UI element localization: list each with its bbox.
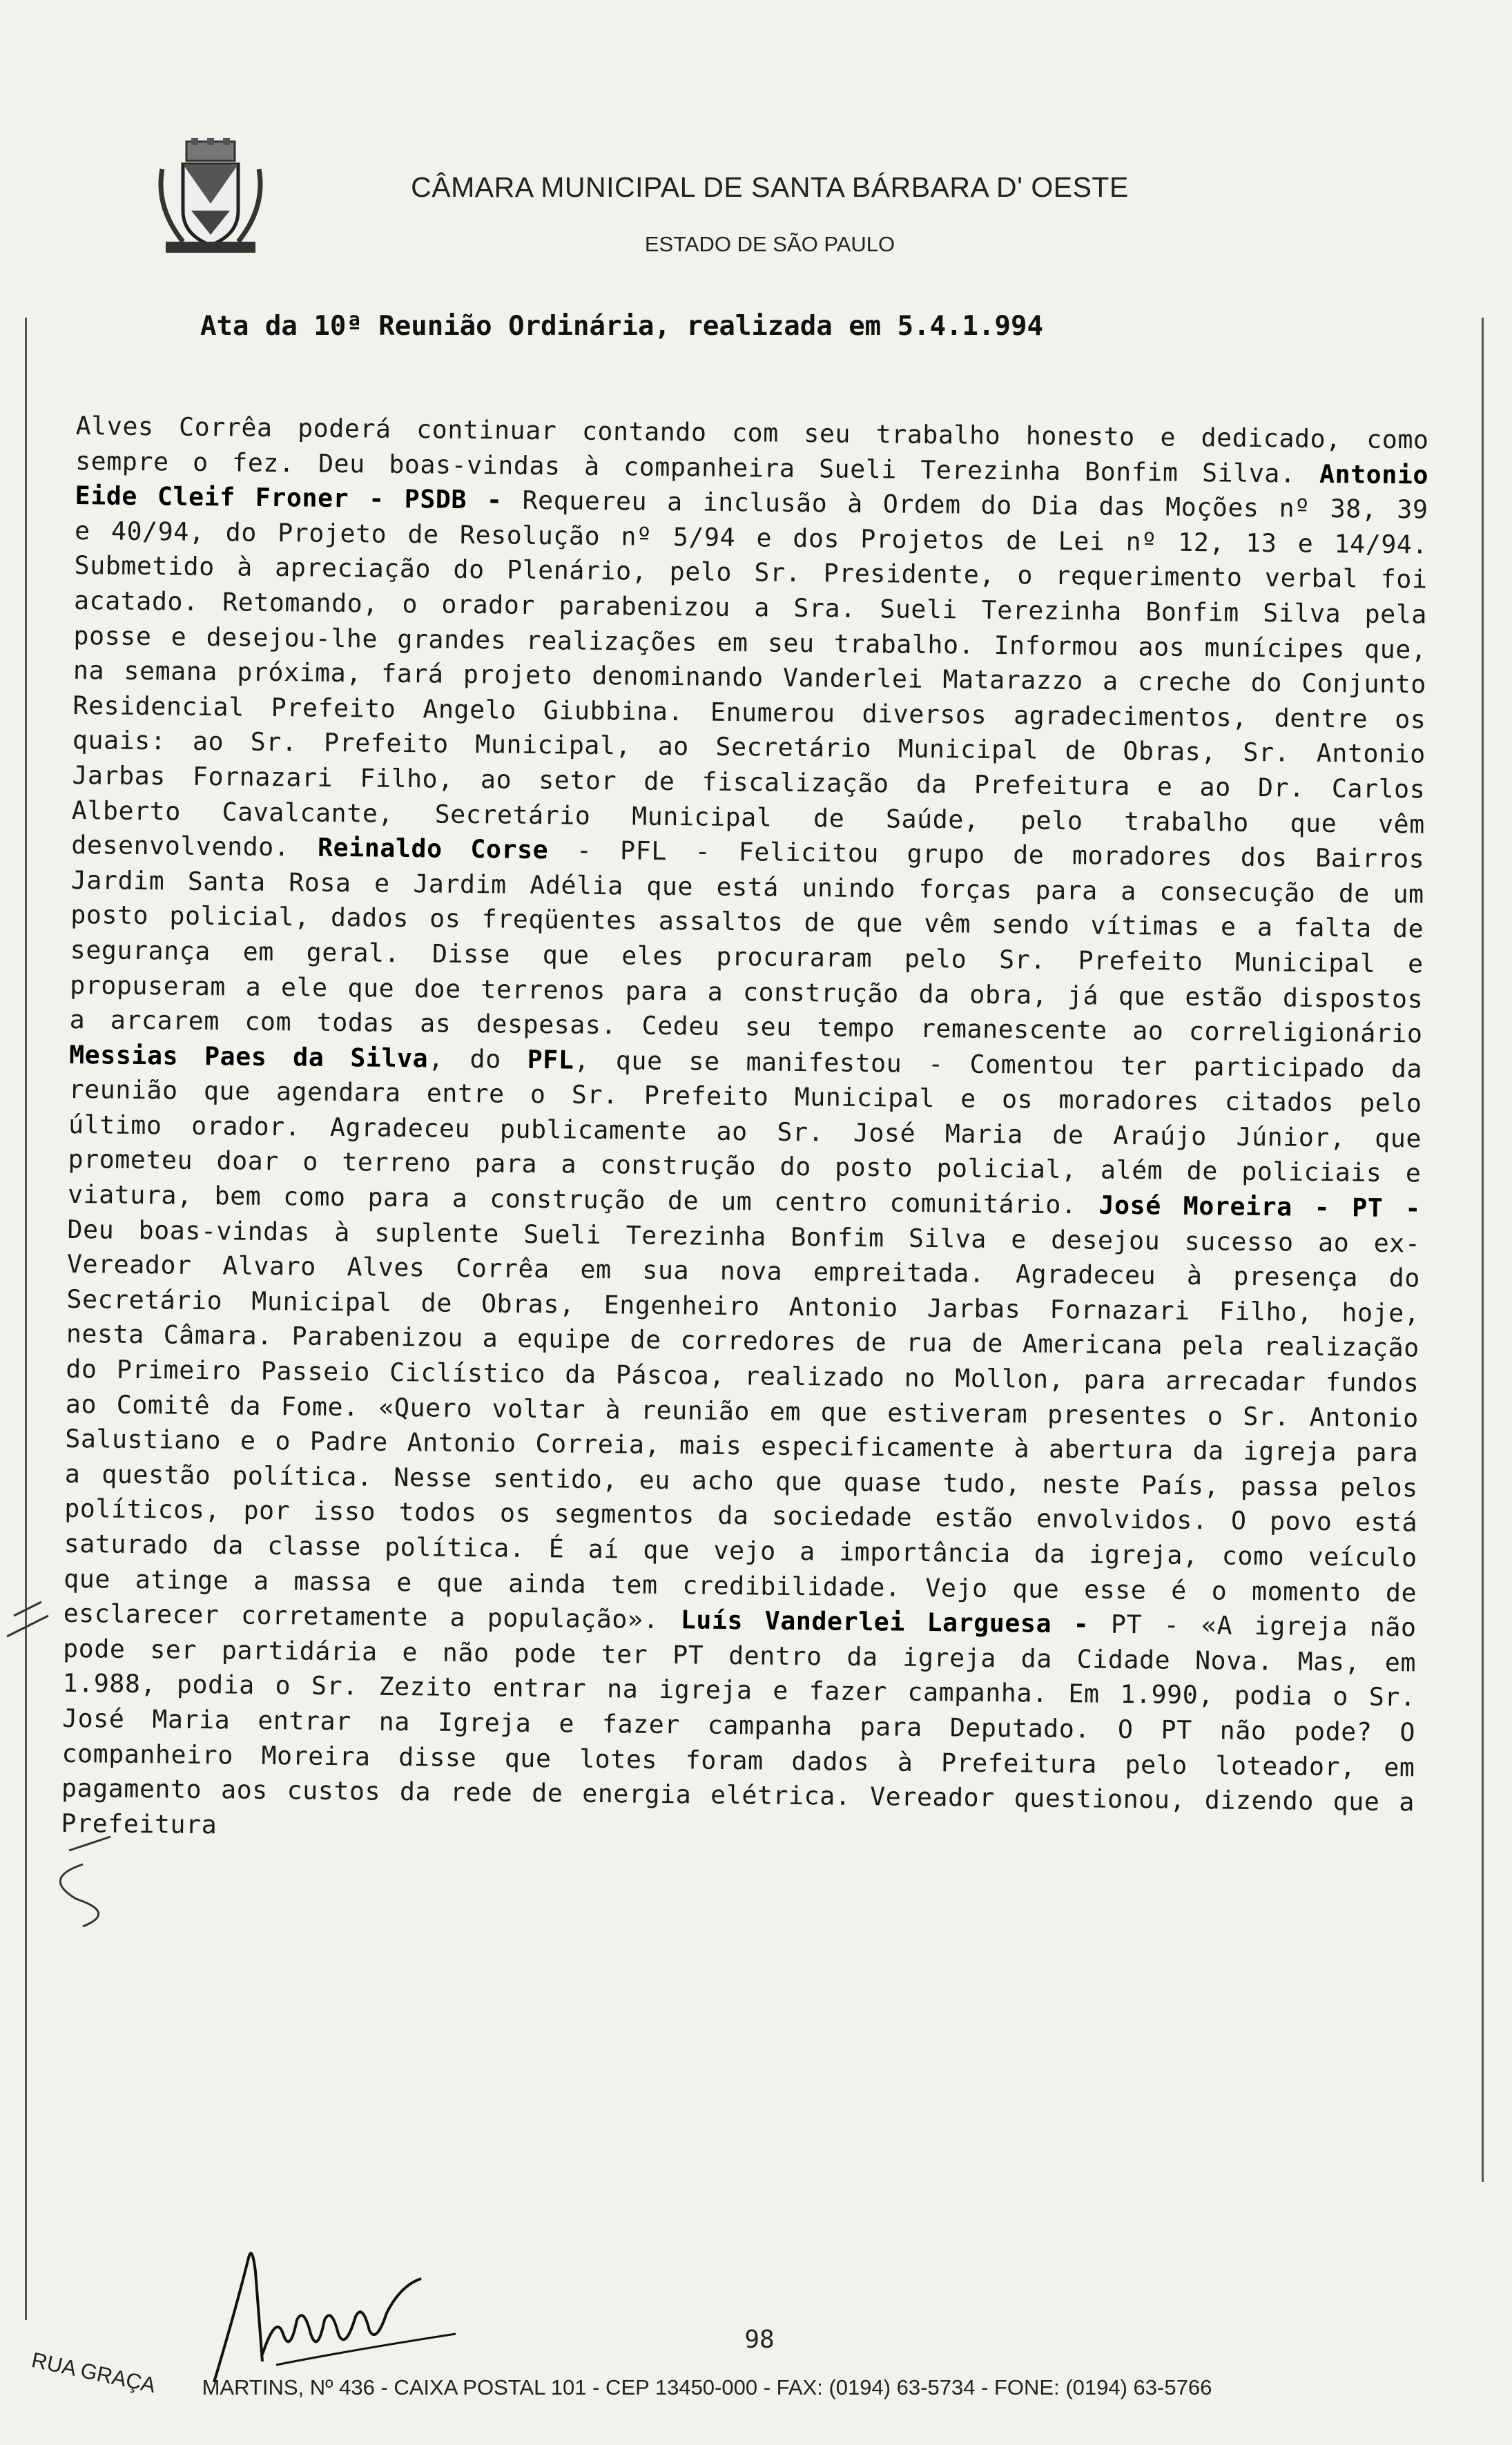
paragraph-text: Alves Corrêa poderá continuar contando com seu trabalho honesto e dedicado, como sempre o fez. Deu boas-vindas à companheira Sueli Terezinha Bonfim Silva. — [75, 410, 1429, 489]
speaker-name: José Moreira - PT - — [1098, 1190, 1422, 1224]
document-title: Ata da 10ª Reunião Ordinária, realizada em 5.4.1.994 — [200, 311, 1043, 342]
speaker-name: Reinaldo Corse — [317, 832, 549, 865]
paragraph-text: , do — [427, 1043, 502, 1074]
institution-name: CÂMARA MUNICIPAL DE SANTA BÁRBARA D' OESTE — [411, 171, 1129, 203]
paragraph-text: Deu boas-vindas à suplente Sueli Terezinha Bonfim Silva e desejou sucesso ao ex-Vereador Alvaro Alves Corrêa em sua nova empreitada. Agradeceu à presença do Secretário Municipal de Obras, Engenheiro Antonio Jarbas Fornazari Filho, hoje, nesta Câmara. Parabenizou a equipe de corredores de rua de Americana pela realização do Primeiro Passeio Ciclístico da Páscoa, realizado no Mollon, para arrecadar fundos ao Comitê da Fome. «Quero voltar à reunião em que estiveram presentes o Sr. Antonio Salustiano e o Padre Antonio Correia, mais especificamente à abertura da igreja para a questão política. Nesse sentido, eu acho que quase tudo, neste País, passa pelos políticos, por isso todos os segmentos da sociedade estão envolvidos. O povo está saturado da classe política. É aí que vejo a importância da igreja, como veículo que atinge a massa e que ainda tem credibilidade. Vejo que esse é o momento de esclarecer corretamente a população». — [63, 1214, 1421, 1635]
page-number: 98 — [744, 2326, 775, 2354]
paragraph-text: , que se manifestou - Comentou ter participado da reunião que agendara entre o Sr. Prefeito Municipal e os moradores citados pelo último orador. Agradeceu publicamente ao Sr. José Maria de Araújo Júnior, que prometeu doar o terreno para a construção do posto policial, além de policiais e viatura, bem como para a construção de um centro comunitário. — [67, 1045, 1423, 1220]
speaker-name: Antonio Eide Cleif Froner - PSDB - — [75, 458, 1429, 515]
margin-scribble — [0, 1574, 138, 1933]
speaker-name: Luís Vanderlei Larguesa - — [680, 1605, 1089, 1639]
footer-address — [29, 2348, 1498, 2400]
footer-contact: MARTINS, Nº 436 - CAIXA POSTAL 101 - CEP 13450-000 - FAX: (0194) 63-5734 - FONE: (0194) 63-5766 — [202, 2375, 1212, 2399]
state-name: ESTADO DE SÃO PAULO — [644, 232, 895, 256]
speaker-name: Messias Paes da Silva — [68, 1039, 429, 1074]
handwritten-signature — [193, 2230, 483, 2396]
paragraph-text: - PFL - Felicitou grupo de moradores dos Bairros Jardim Santa Rosa e Jardim Adélia que está unindo forças para a consecução de um posto policial, dados os freqüentes assaltos de que vêm sendo vítimas e a falta de segurança em geral. Disse que eles procuraram pelo Sr. Prefeito Municipal e propuseram a ele que doe terrenos para a construção da obra, já que estão dispostos a arcarem com todas as despesas. Cedeu seu tempo remanescente ao correligionário — [69, 835, 1425, 1049]
paragraph-text: Requereu a inclusão à Ordem do Dia das Moções nº 38, 39 e 40/94, do Projeto de Resolução nº 5/94 e dos Projetos de Lei nº 12, 13 e 14/94. Submetido à apreciação do Plenário, pelo Sr. Presidente, o requerimento verbal foi acatado. Retomando, o orador parabenizou a Sra. Sueli Terezinha Bonfim Silva pela posse e desejou-lhe grandes realizações em seu trabalho. Informou aos munícipes que, na semana próxima, fará projeto denominando Vanderlei Matarazzo a creche do Conjunto Residencial Prefeito Angelo Giubbina. Enumerou diversos agradecimentos, dentre os quais: ao Sr. Prefeito Municipal, ao Secretário Municipal de Obras, Sr. Antonio Jarbas Fornazari Filho, ao setor de fiscalização da Prefeitura e ao Dr. Carlos Alberto Cavalcante, Secretário Municipal de Saúde, pelo trabalho que vêm desenvolvendo. — [71, 485, 1428, 862]
right-margin-rule — [1482, 318, 1484, 2182]
party-name: PFL — [527, 1044, 574, 1075]
paragraph-text: PT - «A igreja não pode ser partidária e não pode ter PT dentro da igreja da Cidade Nova. Mas, em 1.988, podia o Sr. Zezito entrar na igreja e fazer campanha. Em 1.990, podia o Sr. José Maria entrar na Igreja e fazer campanha para Deputado. O PT não pode? O companheiro Moreira disse que lotes foram dados à Prefeitura pelo loteador, em pagamento aos custos da rede de energia elétrica. Vereador questionou, dizendo que a Prefeitura — [61, 1609, 1417, 1840]
left-margin-rule — [25, 318, 27, 2320]
footer-street: RUA GRAÇA — [29, 2348, 158, 2398]
minutes-body — [61, 409, 1429, 1855]
